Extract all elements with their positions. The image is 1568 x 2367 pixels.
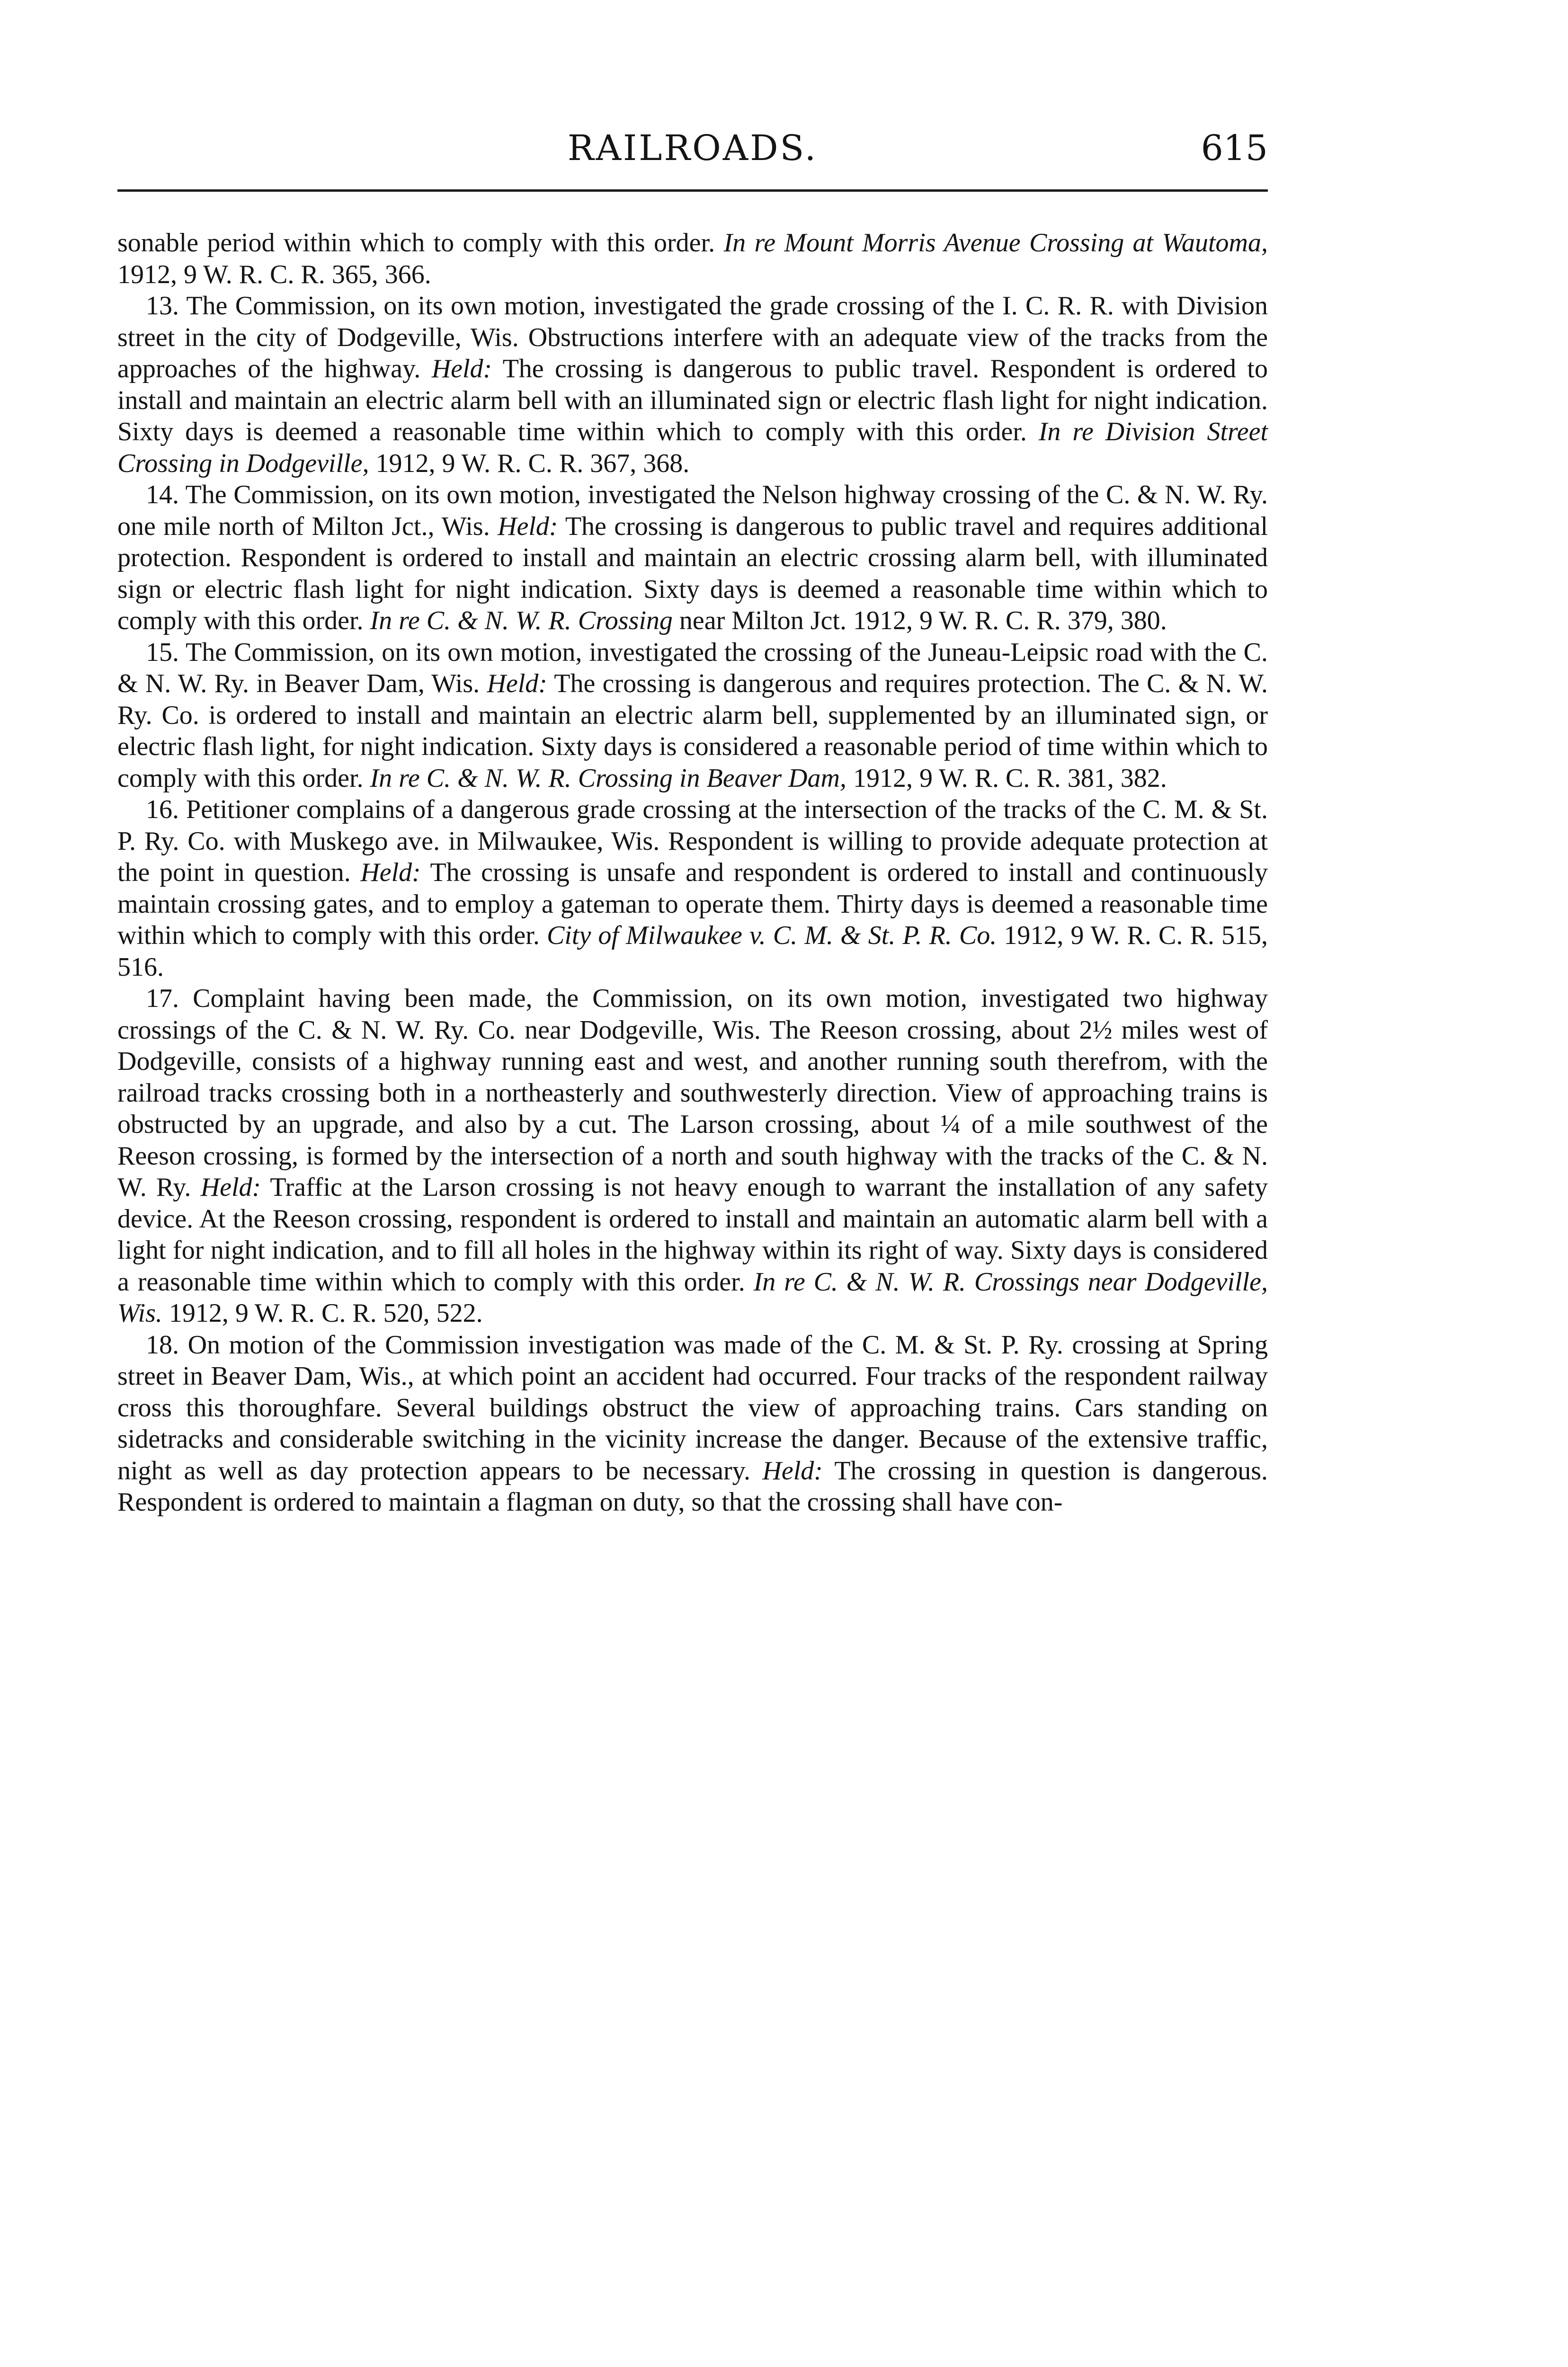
held-label: Held: — [360, 858, 421, 887]
case-citation: 1912, 9 W. R. C. R. 381, 382. — [846, 763, 1167, 793]
case-citation: 1912, 9 W. R. C. R. 367, 368. — [369, 448, 690, 478]
held-label: Held: — [200, 1173, 261, 1202]
paragraph-text-held: The crossing is dangerous to public travel and requires additional protection. Respondent is ordered to install and maintain an electric crossing alarm bell, with illuminated sign or electric flash light for night indication. Sixty days is deemed a reasonable time within which to comply with this order. — [117, 511, 1268, 635]
paragraph-15 — [117, 637, 1268, 794]
case-citation: 1912, 9 W. R. C. R. 365, 366. — [117, 259, 431, 289]
paragraph-text: 16. Petitioner complains of a dangerous grade crossing at the intersection of the tracks of the C. M. & St. P. Ry. Co. with Muskego ave. in Milwaukee, Wis. Respondent is willing to provide adequate protection at the point in question. — [117, 795, 1268, 887]
case-name: City of Milwaukee v. C. M. & St. P. R. Co. — [546, 921, 997, 950]
case-name: In re Mount Morris Avenue Crossing at Wautoma, — [723, 228, 1268, 258]
paragraph-16 — [117, 794, 1268, 983]
header-rule — [117, 189, 1268, 192]
paragraph-text: 14. The Commission, on its own motion, investigated the Nelson highway crossing of the C. & N. W. Ry. one mile north of Milton Jct., Wis. — [117, 480, 1268, 541]
paragraph-text: sonable period within which to comply with this order. — [117, 228, 724, 258]
paragraph-17 — [117, 983, 1268, 1329]
paragraph-text: 15. The Commission, on its own motion, investigated the crossing of the Juneau-Leipsic road with the C. & N. W. Ry. in Beaver Dam, Wis. — [117, 637, 1268, 698]
case-name: In re Division Street Crossing in Dodgeville, — [117, 417, 1268, 478]
case-name: In re C. & N. W. R. Crossing — [370, 606, 673, 635]
held-label: Held: — [762, 1456, 823, 1486]
held-label: Held: — [498, 511, 558, 541]
paragraph-continuation — [117, 227, 1268, 290]
paragraph-text: 17. Complaint having been made, the Commission, on its own motion, investigated two highway crossings of the C. & N. W. Ry. Co. near Dodgeville, Wis. The Reeson crossing, about 2½ miles west of Dodgeville, consists of a highway running east and west, and another running south therefrom, with the railroad tracks crossing both in a northeasterly and southwesterly direction. View of approaching trains is obstructed by an upgrade, and also by a cut. The Larson crossing, about ¼ of a mile southwest of the Reeson crossing, is formed by the intersection of a north and south highway with the tracks of the C. & N. W. Ry. — [117, 984, 1268, 1202]
page — [117, 128, 1268, 1518]
paragraph-text: 18. On motion of the Commission investigation was made of the C. M. & St. P. Ry. crossing at Spring street in Beaver Dam, Wis., at which point an accident had occurred. Four tracks of the respondent railway cross this thoroughfare. Several buildings obstruct the view of approaching trains. Cars standing on sidetracks and considerable switching in the vicinity increase the danger. Because of the extensive traffic, night as well as day protection appears to be necessary. — [117, 1330, 1268, 1486]
paragraph-text-held: The crossing in question is dangerous. Respondent is ordered to maintain a flagman on duty, so that the crossing shall have con- — [117, 1456, 1268, 1517]
held-label: Held: — [487, 669, 547, 698]
paragraph-text-held: The crossing is unsafe and respondent is ordered to install and continuously maintain crossing gates, and to employ a gateman to operate them. Thirty days is deemed a reasonable time within which to comply with this order. — [117, 858, 1268, 950]
page-number: 615 — [1201, 128, 1268, 169]
case-citation: 1912, 9 W. R. C. R. 515, 516. — [117, 921, 1268, 982]
held-label: Held: — [431, 354, 492, 383]
paragraph-text: 13. The Commission, on its own motion, investigated the grade crossing of the I. C. R. R. with Division street in the city of Dodgeville, Wis. Obstructions interfere with an adequate view of the tracks from the approaches of the highway. — [117, 291, 1268, 383]
case-name: In re C. & N. W. R. Crossings near Dodgeville, Wis. — [117, 1267, 1268, 1328]
paragraph-text-held: The crossing is dangerous to public travel. Respondent is ordered to install and maintain an electric alarm bell with an illuminated sign or electric flash light for night indication. Sixty days is deemed a reasonable time within which to comply with this order. — [117, 354, 1268, 446]
case-citation: 1912, 9 W. R. C. R. 520, 522. — [162, 1299, 483, 1328]
paragraph-13 — [117, 290, 1268, 479]
paragraph-text-held: Traffic at the Larson crossing is not heavy enough to warrant the installation of any safety device. At the Reeson crossing, respondent is ordered to install and maintain an automatic alarm bell with a light for night indication, and to fill all holes in the highway within its right of way. Sixty days is considered a reasonable time within which to comply with this order. — [117, 1173, 1268, 1297]
running-title: RAILROADS. — [567, 128, 818, 169]
running-head — [117, 128, 1268, 185]
paragraph-text-held: The crossing is dangerous and requires protection. The C. & N. W. Ry. Co. is ordered to install and maintain an electric alarm bell, supplemented by an illuminated sign, or electric flash light, for night indication. Sixty days is considered a reasonable period of time within which to comply with this order. — [117, 669, 1268, 793]
body-text — [117, 227, 1268, 1518]
case-name: In re C. & N. W. R. Crossing in Beaver Dam, — [370, 763, 846, 793]
paragraph-18 — [117, 1329, 1268, 1518]
paragraph-14 — [117, 479, 1268, 637]
case-citation: near Milton Jct. 1912, 9 W. R. C. R. 379, 380. — [672, 606, 1167, 635]
